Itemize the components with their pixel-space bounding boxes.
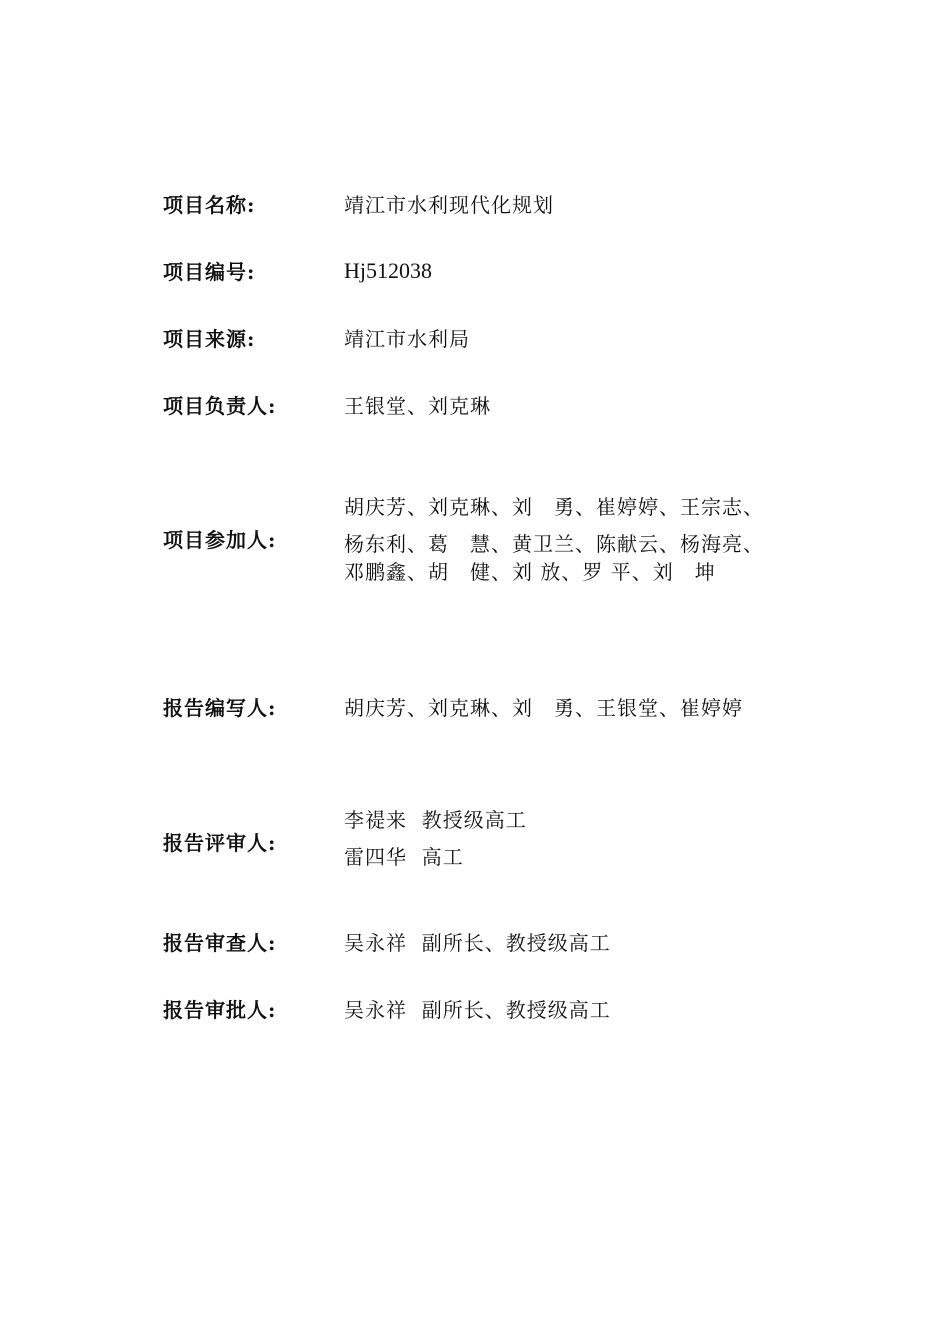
project-name-value: 靖江市水利现代化规划 [344,193,554,217]
report-reviewers-label: 报告评审人: [163,831,277,855]
project-source-label: 项目来源: [163,327,256,351]
report-writers-value: 胡庆芳、刘克琳、刘 勇、王银堂、崔婷婷 [344,696,743,720]
project-participants-label: 项目参加人: [163,528,277,552]
report-approver-value: 吴永祥 副所长、教授级高工 [344,998,611,1022]
project-number-label: 项目编号: [163,260,256,284]
report-checker-label: 报告审查人: [163,931,277,955]
report-reviewer-line: 李禔来 教授级高工 [344,808,527,832]
report-approver-label: 报告审批人: [163,998,277,1022]
project-participants-line: 胡庆芳、刘克琳、刘 勇、崔婷婷、王宗志、 [344,495,764,519]
project-number-value: Hj512038 [344,258,432,283]
project-leader-label: 项目负责人: [163,394,277,418]
report-checker-value: 吴永祥 副所长、教授级高工 [344,931,611,955]
project-leader-value: 王银堂、刘克琳 [344,394,491,418]
project-participants-line: 杨东利、葛 慧、黄卫兰、陈献云、杨海亮、 [344,532,764,556]
report-reviewer-line: 雷四华 高工 [344,845,464,869]
project-participants-line: 邓鹏鑫、胡 健、刘 放、罗 平、刘 坤 [344,560,716,584]
project-source-value: 靖江市水利局 [344,327,470,351]
project-name-label: 项目名称: [163,193,256,217]
report-writers-label: 报告编写人: [163,696,277,720]
